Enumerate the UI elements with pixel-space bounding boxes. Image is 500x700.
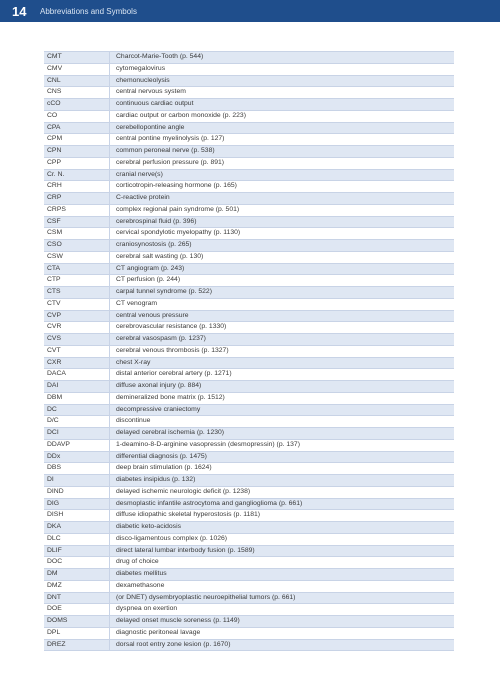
table-row [44, 463, 454, 475]
abbreviation-cell: CPA [44, 122, 110, 134]
running-title: Abbreviations and Symbols [40, 6, 137, 16]
abbreviation-cell: DM [44, 569, 110, 581]
table-row [44, 216, 454, 228]
abbreviation-cell: DLC [44, 533, 110, 545]
table-row [44, 204, 454, 216]
definition-cell: diabetes mellitus [110, 569, 455, 581]
abbreviation-cell: CRP [44, 193, 110, 205]
definition-cell: central nervous system [110, 87, 455, 99]
definition-cell: cerebrospinal fluid (p. 396) [110, 216, 455, 228]
abbreviation-cell: CSW [44, 251, 110, 263]
definition-cell: diabetic keto-acidosis [110, 522, 455, 534]
definition-cell: cranial nerve(s) [110, 169, 455, 181]
abbreviation-cell: DBM [44, 392, 110, 404]
table-row [44, 263, 454, 275]
abbreviation-cell: DOMS [44, 616, 110, 628]
abbreviation-cell: Cr. N. [44, 169, 110, 181]
abbreviation-cell: CMV [44, 63, 110, 75]
table-row [44, 428, 454, 440]
definition-cell: CT venogram [110, 298, 455, 310]
definition-cell: differential diagnosis (p. 1475) [110, 451, 455, 463]
table-row [44, 157, 454, 169]
abbreviation-cell: DDx [44, 451, 110, 463]
abbreviation-cell: CRPS [44, 204, 110, 216]
definition-cell: cervical spondylotic myelopathy (p. 1130) [110, 228, 455, 240]
abbreviation-cell: CTS [44, 287, 110, 299]
definition-cell: cytomegalovirus [110, 63, 455, 75]
abbreviation-cell: CVT [44, 345, 110, 357]
abbreviation-cell: CTP [44, 275, 110, 287]
table-row [44, 63, 454, 75]
abbreviation-cell: DOC [44, 557, 110, 569]
definition-cell: central pontine myelinolysis (p. 127) [110, 134, 455, 146]
abbreviations-table-body [44, 52, 454, 651]
abbreviation-cell: DMZ [44, 580, 110, 592]
table-row [44, 298, 454, 310]
definition-cell: diabetes insipidus (p. 132) [110, 475, 455, 487]
table-row [44, 616, 454, 628]
definition-cell: cardiac output or carbon monoxide (p. 223) [110, 110, 455, 122]
abbreviation-cell: CRH [44, 181, 110, 193]
table-row [44, 451, 454, 463]
table-row [44, 251, 454, 263]
table-row [44, 580, 454, 592]
table-row [44, 181, 454, 193]
definition-cell: deep brain stimulation (p. 1624) [110, 463, 455, 475]
abbreviation-cell: CO [44, 110, 110, 122]
abbreviation-cell: CPM [44, 134, 110, 146]
abbreviation-cell: DLIF [44, 545, 110, 557]
definition-cell: 1-deamino-8-D-arginine vasopressin (desmopressin) (p. 137) [110, 439, 455, 451]
table-row [44, 146, 454, 158]
definition-cell: drug of choice [110, 557, 455, 569]
table-row [44, 87, 454, 99]
abbreviation-cell: CPP [44, 157, 110, 169]
definition-cell: complex regional pain syndrome (p. 501) [110, 204, 455, 216]
definition-cell: CT perfusion (p. 244) [110, 275, 455, 287]
abbreviation-cell: CXR [44, 357, 110, 369]
abbreviation-cell: DNT [44, 592, 110, 604]
definition-cell: dorsal root entry zone lesion (p. 1670) [110, 639, 455, 651]
definition-cell: chemonucleolysis [110, 75, 455, 87]
table-row [44, 369, 454, 381]
definition-cell: Charcot-Marie-Tooth (p. 544) [110, 52, 455, 64]
table-row [44, 52, 454, 64]
definition-cell: cerebral vasospasm (p. 1237) [110, 334, 455, 346]
abbreviation-cell: CMT [44, 52, 110, 64]
definition-cell: C-reactive protein [110, 193, 455, 205]
page-number: 14 [12, 3, 27, 19]
definition-cell: common peroneal nerve (p. 538) [110, 146, 455, 158]
table-row [44, 604, 454, 616]
abbreviation-cell: CSO [44, 240, 110, 252]
definition-cell: delayed ischemic neurologic deficit (p. 1238) [110, 486, 455, 498]
table-row [44, 545, 454, 557]
abbreviation-cell: DIG [44, 498, 110, 510]
table-row [44, 392, 454, 404]
table-row [44, 522, 454, 534]
definition-cell: cerebral perfusion pressure (p. 891) [110, 157, 455, 169]
table-row [44, 381, 454, 393]
abbreviation-cell: DOE [44, 604, 110, 616]
abbreviation-cell: CNL [44, 75, 110, 87]
definition-cell: decompressive craniectomy [110, 404, 455, 416]
table-row [44, 439, 454, 451]
definition-cell: corticotropin-releasing hormone (p. 165) [110, 181, 455, 193]
table-row [44, 287, 454, 299]
table-row [44, 110, 454, 122]
abbreviation-cell: CNS [44, 87, 110, 99]
definition-cell: cerebellopontine angle [110, 122, 455, 134]
table-row [44, 228, 454, 240]
definition-cell: carpal tunnel syndrome (p. 522) [110, 287, 455, 299]
abbreviation-cell: DBS [44, 463, 110, 475]
definition-cell: craniosynostosis (p. 265) [110, 240, 455, 252]
table-row [44, 345, 454, 357]
table-row [44, 416, 454, 428]
abbreviation-cell: DACA [44, 369, 110, 381]
abbreviation-cell: cCO [44, 99, 110, 111]
abbreviation-cell: CTA [44, 263, 110, 275]
abbreviation-cell: DPL [44, 627, 110, 639]
abbreviation-cell: CVP [44, 310, 110, 322]
table-row [44, 122, 454, 134]
abbreviation-cell: CPN [44, 146, 110, 158]
table-row [44, 533, 454, 545]
abbreviation-cell: DI [44, 475, 110, 487]
abbreviation-cell: DDAVP [44, 439, 110, 451]
table-row [44, 569, 454, 581]
table-row [44, 475, 454, 487]
definition-cell: continuous cardiac output [110, 99, 455, 111]
table-row [44, 134, 454, 146]
table-row [44, 404, 454, 416]
definition-cell: cerebrovascular resistance (p. 1330) [110, 322, 455, 334]
table-row [44, 169, 454, 181]
abbreviation-cell: CSF [44, 216, 110, 228]
definition-cell: dyspnea on exertion [110, 604, 455, 616]
table-row [44, 639, 454, 651]
abbreviation-cell: DREZ [44, 639, 110, 651]
definition-cell: distal anterior cerebral artery (p. 1271) [110, 369, 455, 381]
table-row [44, 357, 454, 369]
definition-cell: cerebral salt wasting (p. 130) [110, 251, 455, 263]
abbreviation-cell: DC [44, 404, 110, 416]
table-row [44, 498, 454, 510]
definition-cell: (or DNET) dysembryoplastic neuroepithelial tumors (p. 661) [110, 592, 455, 604]
table-row [44, 275, 454, 287]
table-row [44, 557, 454, 569]
abbreviation-cell: CSM [44, 228, 110, 240]
abbreviation-cell: DKA [44, 522, 110, 534]
definition-cell: diffuse idiopathic skeletal hyperostosis (p. 1181) [110, 510, 455, 522]
definition-cell: discontinue [110, 416, 455, 428]
abbreviation-cell: CVR [44, 322, 110, 334]
table-row [44, 310, 454, 322]
table-row [44, 627, 454, 639]
table-row [44, 510, 454, 522]
table-row [44, 486, 454, 498]
table-row [44, 240, 454, 252]
table-row [44, 592, 454, 604]
definition-cell: diagnostic peritoneal lavage [110, 627, 455, 639]
definition-cell: disco-ligamentous complex (p. 1026) [110, 533, 455, 545]
abbreviation-cell: DCI [44, 428, 110, 440]
definition-cell: dexamethasone [110, 580, 455, 592]
definition-cell: direct lateral lumbar interbody fusion (p. 1589) [110, 545, 455, 557]
table-row [44, 334, 454, 346]
definition-cell: delayed onset muscle soreness (p. 1149) [110, 616, 455, 628]
definition-cell: demineralized bone matrix (p. 1512) [110, 392, 455, 404]
table-row [44, 193, 454, 205]
definition-cell: cerebral venous thrombosis (p. 1327) [110, 345, 455, 357]
page-header [0, 0, 500, 22]
abbreviation-cell: DAI [44, 381, 110, 393]
table-row [44, 75, 454, 87]
definition-cell: central venous pressure [110, 310, 455, 322]
abbreviations-table [44, 51, 454, 651]
definition-cell: delayed cerebral ischemia (p. 1230) [110, 428, 455, 440]
abbreviation-cell: CTV [44, 298, 110, 310]
definition-cell: chest X-ray [110, 357, 455, 369]
definition-cell: CT angiogram (p. 243) [110, 263, 455, 275]
abbreviation-cell: CVS [44, 334, 110, 346]
table-row [44, 99, 454, 111]
abbreviation-cell: DISH [44, 510, 110, 522]
table-row [44, 322, 454, 334]
abbreviation-cell: DIND [44, 486, 110, 498]
abbreviation-cell: D/C [44, 416, 110, 428]
definition-cell: desmoplastic infantile astrocytoma and ganglioglioma (p. 661) [110, 498, 455, 510]
definition-cell: diffuse axonal injury (p. 884) [110, 381, 455, 393]
